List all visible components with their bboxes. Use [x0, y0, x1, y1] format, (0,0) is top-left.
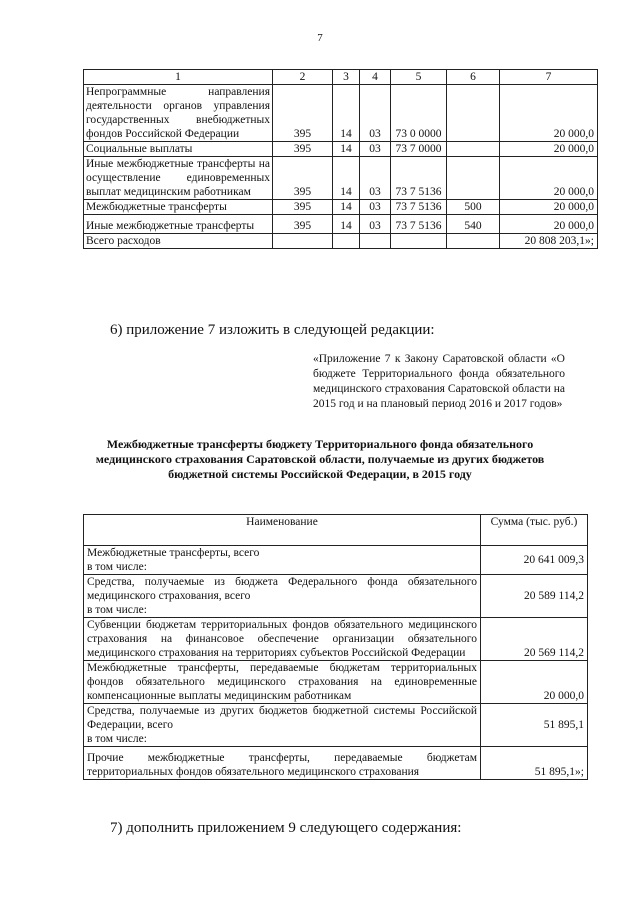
- table-header-row: [84, 70, 598, 85]
- row-c2: 395: [273, 157, 333, 200]
- paragraph-7: 7) дополнить приложением 9 следующего содержания:: [110, 820, 462, 836]
- row-name-text: Средства, получаемые из других бюджетов бюджетной системы Российской Федерации, всего: [87, 705, 477, 731]
- row-sum: 20 000,0: [481, 661, 588, 704]
- table-row: [84, 142, 598, 157]
- table-header-row: [84, 515, 588, 546]
- header-name: Наименование: [84, 515, 481, 546]
- row-c5: [391, 234, 447, 249]
- appendix-quote: «Приложение 7 к Закону Саратовской области «О бюджете Территориального фонда обязательного медицинского страхования Саратовской области на 2015 год и на плановый период 2016 и 2017 годов»: [313, 353, 565, 410]
- row-name: Непрограммные направления деятельности органов управления государственных внебюджетных фондов Российской Федерации: [84, 85, 273, 142]
- table-row: [84, 200, 598, 215]
- row-name: [84, 704, 481, 747]
- table-row: [84, 618, 588, 661]
- row-c3: 14: [333, 215, 360, 234]
- row-c6: [447, 142, 500, 157]
- header-col-4: 4: [360, 70, 391, 85]
- row-sub-text: в том числе:: [87, 561, 147, 573]
- row-c4: 03: [360, 85, 391, 142]
- row-name: Иные межбюджетные трансферты: [84, 215, 273, 234]
- row-c4: 03: [360, 157, 391, 200]
- table-row: [84, 704, 588, 747]
- row-c4: [360, 234, 391, 249]
- row-c2: 395: [273, 200, 333, 215]
- header-col-1: 1: [84, 70, 273, 85]
- row-c7: 20 000,0: [500, 215, 598, 234]
- transfers-table: [83, 514, 588, 780]
- row-name: [84, 575, 481, 618]
- row-name-text: Межбюджетные трансферты, всего: [87, 547, 260, 559]
- table-row: [84, 546, 588, 575]
- row-name: Межбюджетные трансферты, передаваемые бюджетам территориальных фондов обязательного медицинского страхования на единовременные компенсационные выплаты медицинским работникам: [84, 661, 481, 704]
- row-sum: 20 569 114,2: [481, 618, 588, 661]
- row-c3: 14: [333, 142, 360, 157]
- row-name-text: Средства, получаемые из бюджета Федерального фонда обязательного медицинского страхования, всего: [87, 576, 477, 602]
- header-sum: Сумма (тыс. руб.): [481, 515, 588, 546]
- row-c5: 73 7 0000: [391, 142, 447, 157]
- header-col-5: 5: [391, 70, 447, 85]
- table-row: [84, 747, 588, 780]
- header-col-7: 7: [500, 70, 598, 85]
- row-name: Социальные выплаты: [84, 142, 273, 157]
- row-c4: 03: [360, 142, 391, 157]
- header-col-6: 6: [447, 70, 500, 85]
- row-name: Межбюджетные трансферты: [84, 200, 273, 215]
- row-c6: 540: [447, 215, 500, 234]
- row-c2: 395: [273, 215, 333, 234]
- row-c4: 03: [360, 215, 391, 234]
- table-total-row: [84, 234, 598, 249]
- row-c3: 14: [333, 85, 360, 142]
- row-name: Субвенции бюджетам территориальных фондов обязательного медицинского страхования на финансовое обеспечение организации обязательного медицинского страхования на территориях субъектов Российской Федерации: [84, 618, 481, 661]
- table-row: [84, 661, 588, 704]
- row-sum: 20 641 009,3: [481, 546, 588, 575]
- row-name: Прочие межбюджетные трансферты, передаваемые бюджетам территориальных фондов обязательного медицинского страхования: [84, 747, 481, 780]
- header-col-3: 3: [333, 70, 360, 85]
- row-c3: 14: [333, 157, 360, 200]
- row-c2: [273, 234, 333, 249]
- row-c6: [447, 85, 500, 142]
- row-c6: [447, 157, 500, 200]
- row-sum: 51 895,1»;: [481, 747, 588, 780]
- header-col-2: 2: [273, 70, 333, 85]
- table-row: [84, 157, 598, 200]
- row-c3: [333, 234, 360, 249]
- row-c7: 20 000,0: [500, 157, 598, 200]
- row-c4: 03: [360, 200, 391, 215]
- row-c2: 395: [273, 142, 333, 157]
- row-name: [84, 546, 481, 575]
- row-sum: 20 589 114,2: [481, 575, 588, 618]
- section-title: Межбюджетные трансферты бюджету Территориального фонда обязательного медицинского страхования Саратовской области, получаемые из других бюджетов бюджетной системы Российской Федерации, в 2015 году: [95, 437, 545, 481]
- expenses-table: [83, 69, 598, 249]
- row-sum: 51 895,1: [481, 704, 588, 747]
- row-c5: 73 7 5136: [391, 200, 447, 215]
- row-c7: 20 000,0: [500, 200, 598, 215]
- table-row: [84, 215, 598, 234]
- row-c6: [447, 234, 500, 249]
- page-number: 7: [317, 32, 323, 44]
- row-c6: 500: [447, 200, 500, 215]
- row-c5: 73 7 5136: [391, 215, 447, 234]
- row-c7: 20 000,0: [500, 142, 598, 157]
- row-name: Всего расходов: [84, 234, 273, 249]
- row-c2: 395: [273, 85, 333, 142]
- row-c7: 20 000,0: [500, 85, 598, 142]
- row-sub-text: в том числе:: [87, 604, 147, 616]
- row-c3: 14: [333, 200, 360, 215]
- row-name: Иные межбюджетные трансферты на осуществление единовременных выплат медицинским работникам: [84, 157, 273, 200]
- row-c5: 73 0 0000: [391, 85, 447, 142]
- paragraph-6: 6) приложение 7 изложить в следующей редакции:: [110, 322, 435, 338]
- table-row: [84, 85, 598, 142]
- row-sub-text: в том числе:: [87, 733, 147, 745]
- row-c7: 20 808 203,1»;: [500, 234, 598, 249]
- row-c5: 73 7 5136: [391, 157, 447, 200]
- table-row: [84, 575, 588, 618]
